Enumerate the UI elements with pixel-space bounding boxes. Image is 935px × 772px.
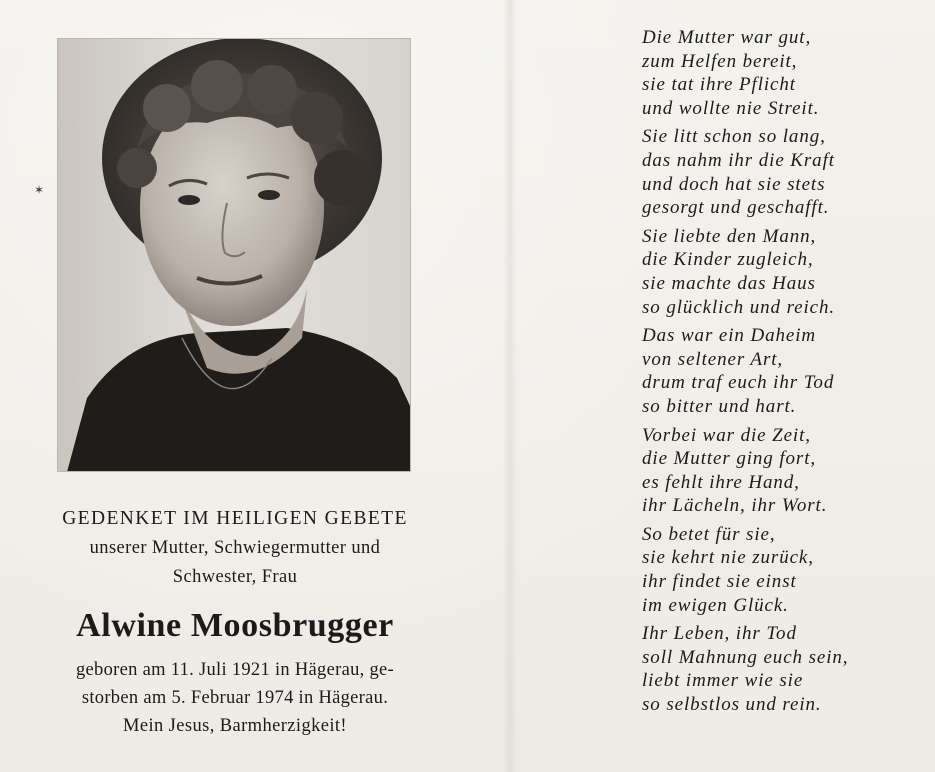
poem-line: Vorbei war die Zeit, — [642, 424, 811, 446]
portrait-photo — [57, 38, 411, 472]
poem-line: Die Mutter war gut, — [642, 27, 812, 48]
poem-line: so glücklich und reich. — [642, 296, 836, 318]
poem-line: zum Helfen bereit, — [642, 50, 798, 72]
deceased-name: Alwine Moosbrugger — [76, 607, 394, 644]
poem-line: drum traf euch ihr Tod — [642, 372, 835, 394]
poem-line: sie tat ihre Pflicht — [642, 74, 796, 96]
poem-stanza — [642, 324, 927, 418]
poem-line: Ihr Leben, ihr Tod — [642, 623, 797, 645]
poem-line: Das war ein Daheim — [642, 325, 816, 347]
poem-line: Sie liebte den Mann, — [642, 225, 817, 247]
poem-line: So betet für sie, — [642, 523, 776, 545]
memorial-intro-line2: Schwester, Frau — [172, 567, 298, 587]
poem-stanza — [642, 523, 927, 617]
poem-line: soll Mahnung euch sein, — [642, 646, 849, 668]
memorial-intro-line1: unserer Mutter, Schwiegermutter und — [89, 538, 381, 558]
poem-line: so selbstlos und rein. — [642, 694, 822, 716]
poem-line: liebt immer wie sie — [642, 670, 804, 692]
dates-line1: geboren am 11. Juli 1921 in Hägerau, ge- — [75, 660, 395, 680]
memorial-heading: GEDENKET IM HEILIGEN GEBETE — [62, 508, 408, 529]
poem-line: und doch hat sie stets — [642, 173, 826, 195]
poem — [642, 26, 927, 722]
poem-line: und wollte nie Streit. — [642, 97, 820, 119]
poem-line: die Kinder zugleich, — [642, 249, 814, 271]
portrait-image — [57, 38, 411, 472]
dates-line2: storben am 5. Februar 1974 in Hägerau. — [81, 688, 389, 708]
poem-line: es fehlt ihre Hand, — [642, 471, 800, 493]
closing-prayer: Mein Jesus, Barmherzigkeit! — [122, 716, 347, 736]
poem-line: die Mutter ging fort, — [642, 448, 817, 470]
poem-line: das nahm ihr die Kraft — [642, 149, 835, 171]
poem-stanza — [642, 225, 927, 319]
poem-line: ihr Lächeln, ihr Wort. — [642, 495, 828, 517]
poem-line: ihr findet sie einst — [642, 571, 797, 593]
poem-line: gesorgt und geschafft. — [642, 197, 830, 219]
poem-stanza — [642, 424, 927, 518]
poem-line: so bitter und hart. — [642, 395, 797, 417]
card-fold — [503, 0, 517, 772]
smudge-mark: ✶ — [34, 183, 45, 197]
memorial-text — [0, 504, 470, 740]
poem-line: im ewigen Glück. — [642, 594, 789, 616]
poem-line: Sie litt schon so lang, — [642, 126, 826, 148]
poem-line: sie kehrt nie zurück, — [642, 547, 814, 569]
poem-stanza — [642, 622, 927, 716]
poem-stanza — [642, 125, 927, 219]
poem-line: von seltener Art, — [642, 348, 784, 370]
poem-line: sie machte das Haus — [642, 272, 816, 294]
poem-stanza — [642, 26, 927, 120]
